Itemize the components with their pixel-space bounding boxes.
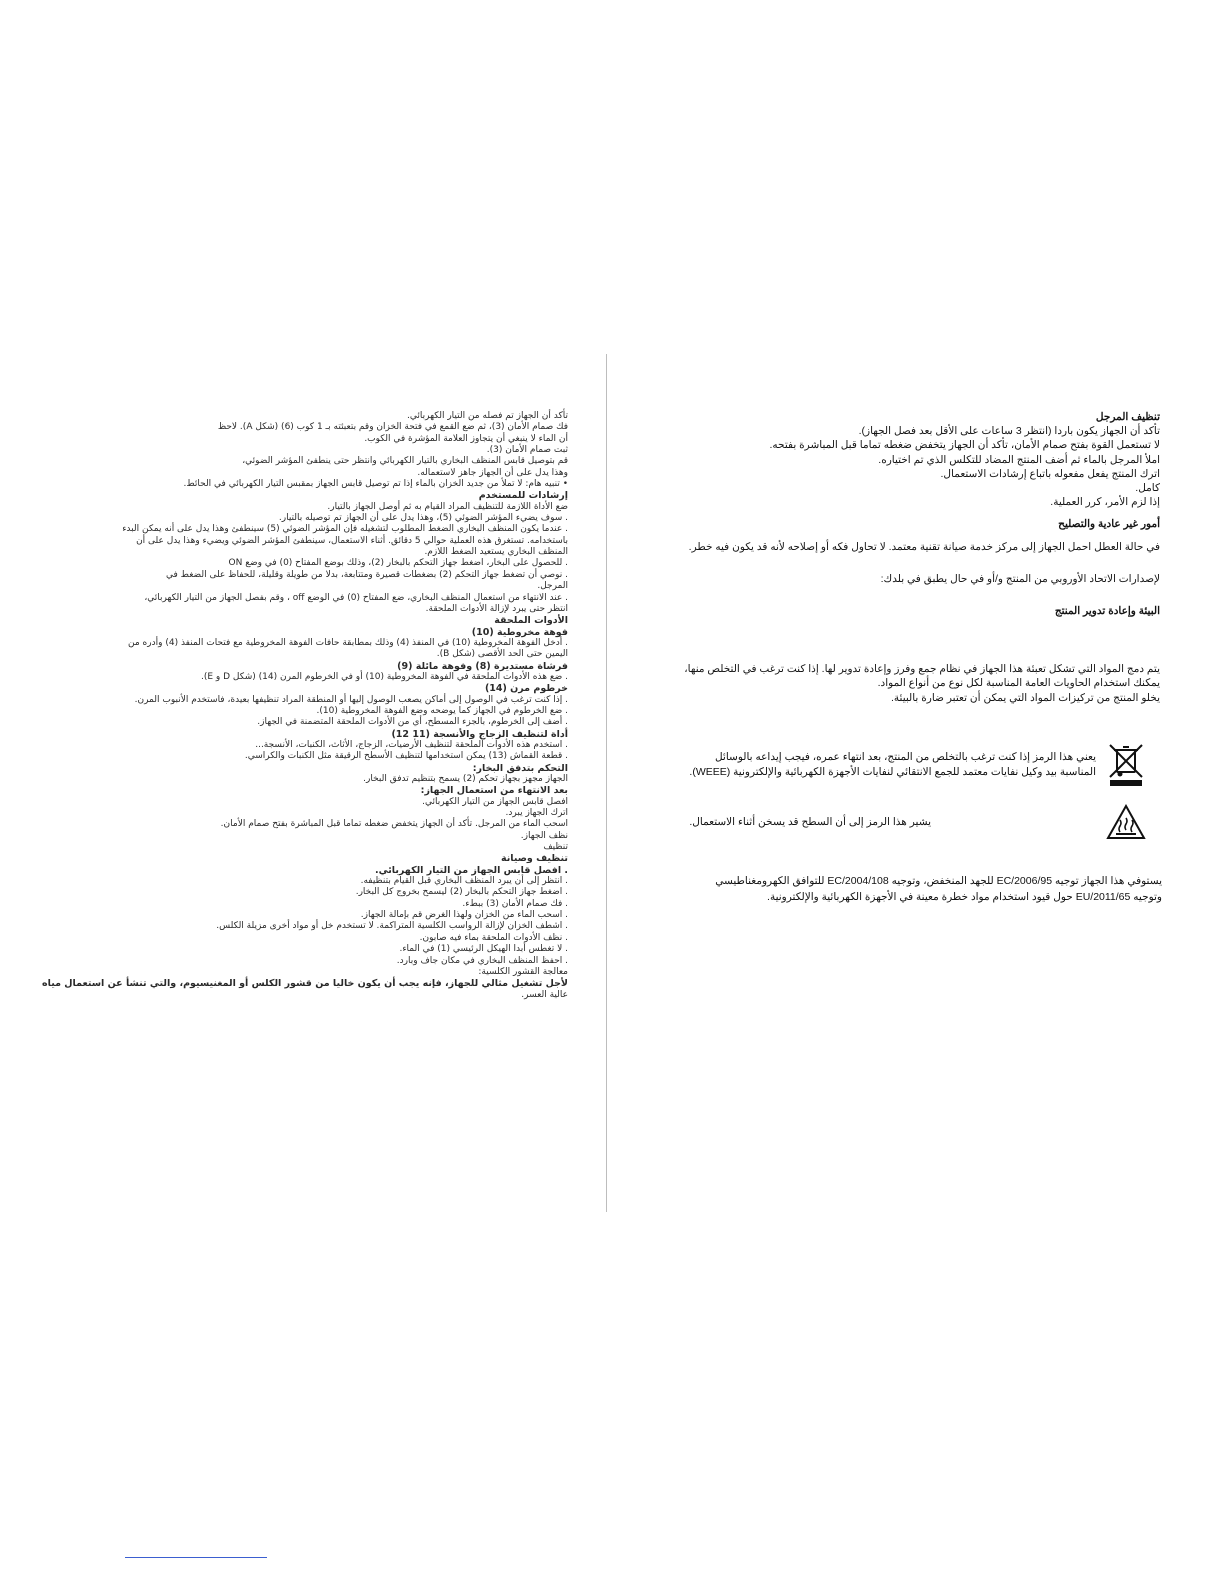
left-text-line: . للحصول على البخار، اضغط جهاز التحكم بالبخار (2)، وذلك بوضع المفتاح (0) في وضع ON: [228, 558, 568, 569]
spacer: [620, 509, 1160, 517]
left-text-line: . استخدم هذه الأدوات الملحقة لتنظيف الأرضيات، الزجاج، الأثاث، الكنبات، الأنسجة...: [255, 739, 568, 750]
left-text-line: فك صمام الأمان (3)، ثم ضع القمع في فتحة الخزان وقم بتعبئته بـ 1 كوب (6) (شكل A). لاحظ: [217, 422, 568, 433]
left-text-line: . أدخل الفوهة المخروطية (10) في المنفذ (4) وذلك بمطابقة حافات الفوهة المخروطية مع فتحات المنفذ (4) وأدره من: [128, 637, 568, 648]
left-text-line: أن الماء لا ينبغي أن يتجاوز العلامة المؤشرة في الكوب.: [364, 433, 568, 444]
left-section-heading: لأجل تشغيل مثالي للجهاز، فإنه يجب أن يكون خاليا من قشور الكلس أو المغنيسيوم، والتي تنشأ عن استعمال مياه: [42, 978, 568, 990]
left-text-line: . انتظر إلى أن يبرد المنظف البخاري قبل القيام بتنظيفه.: [360, 876, 568, 887]
left-section-heading: أداة لتنظيف الزجاج والأنسجة (11 12): [391, 728, 568, 740]
recycle-line: يتم دمج المواد التي تشكل تعبئة هذا الجهاز في نظام جمع وفرز وإعادة تدوير لها. إذا كنت ترغب في التخلص منها،: [684, 663, 1160, 676]
left-text-line: . ضع الخرطوم في الجهاز كما يوضحه وضع الفوهة المخروطية (10).: [316, 705, 568, 716]
left-text-line: . اضغط جهاز التحكم بالبخار (2) ليسمح بخروج كل البخار.: [355, 887, 568, 898]
eu-versions-line: لإصدارات الاتحاد الأوروبي من المنتج و/أو في حال يطبق في بلدك:: [880, 572, 1160, 585]
left-text-line: انتظر حتى يبرد لإزالة الأدوات الملحقة.: [425, 603, 568, 614]
column-divider: [606, 354, 607, 1212]
left-text-line: المنظف البخاري يستعيد الضغط اللازم.: [424, 547, 568, 558]
section-title-boiler-cleaning: تنظيف المرجل: [1095, 411, 1160, 423]
hot-surface-text: [689, 815, 931, 830]
left-text-line: الجهاز مجهز بجهاز تحكم (2) يسمح بتنظيم تدفق البخار.: [363, 774, 568, 784]
left-section-heading: . افصل قابس الجهاز من التيار الكهربائي.: [374, 864, 568, 876]
faults-line: في حالة العطل احمل الجهاز إلى مركز خدمة صيانة تقنية معتمد. لا تحاول فكه أو إصلاحه لأنه قد يكون فيه خطر.: [688, 540, 1160, 553]
left-text-line: تأكد أن الجهاز تم فصله من التيار الكهربائي.: [407, 411, 568, 421]
left-text-line: . اشطف الخزان لإزالة الرواسب الكلسية المتراكمة. لا تستخدم خل أو مواد أخرى مزيلة الكلس.: [216, 921, 568, 932]
spacer: [620, 554, 1160, 572]
left-section-heading: إرشادات للمستخدم: [478, 490, 568, 502]
left-text-line: اسحب الماء من المرجل. تأكد أن الجهاز يتخفض ضغطه تماما قبل المباشرة بفتح صمام الأمان.: [220, 819, 568, 830]
left-text-line: معالجة القشور الكلسية:: [478, 966, 568, 977]
left-column: [42, 411, 568, 1001]
boiler-cleaning-line: املأ المرجل بالماء ثم أضف المنتج المضاد للتكلس الذي تم اختياره.: [878, 453, 1160, 466]
compliance-line: وتوجيه EU/2011/65 حول قيود استخدام مواد خطرة معينة في الأجهزة الكهربائية والإلكترونية.: [767, 891, 1162, 903]
left-section-heading: تنظيف وصيانة: [500, 853, 568, 865]
boiler-cleaning-line: لا تستعمل القوة بفتح صمام الأمان، تأكد أن الجهاز يتخفض ضغطه تماما قبل المباشرة بفتحه.: [769, 439, 1160, 452]
left-text-line: . عندما يكون المنظف البخاري الضغط المطلوب لتشغيله فإن المؤشر الضوئي (5) سينطفئ وهذا يدل على أنه يمكن البدء: [122, 524, 568, 535]
left-section-heading: التحكم بتدفق البخار:: [472, 762, 568, 774]
left-text-line: افصل قابس الجهاز من التيار الكهربائي.: [422, 796, 568, 807]
boiler-cleaning-line: إذا لزم الأمر، كرر العملية.: [1050, 496, 1160, 509]
left-text-line: . احفظ المنظف البخاري في مكان جاف وبارد.: [396, 955, 568, 966]
left-text-line: • تنبيه هام: لا تملأ من جديد الخزان بالماء إذا تم توصيل قابس الجهاز بمقبس التيار الكهربائي في الحائط.: [183, 479, 568, 490]
left-text-line: . إذا كنت ترغب في الوصول إلى أماكن يصعب الوصول إليها أو المنطقة المراد تنظيفها بعيدة، فاستخدم الأنبوب المرن.: [134, 694, 568, 705]
boiler-cleaning-line: اترك المنتج يفعل مفعوله باتباع إرشادات الاستعمال.: [940, 467, 1160, 480]
spacer: [620, 586, 1160, 604]
boiler-cleaning-line: تأكد أن الجهاز يكون باردا (انتظر 3 ساعات على الأقل بعد فصل الجهاز).: [858, 425, 1160, 438]
weee-line: يعني هذا الرمز إذا كنت ترغب بالتخلص من المنتج، بعد انتهاء عمره، فيجب إيداعه بالوسائل: [714, 751, 1096, 763]
left-text-line: ثبت صمام الأمان (3).: [486, 445, 568, 456]
left-text-line: . اسحب الماء من الخزان ولهذا الغرض قم بإمالة الجهاز.: [360, 910, 568, 921]
recycle-line: يخلو المنتج من تركيزات المواد التي يمكن أن تعتبر ضارة بالبيئة.: [890, 691, 1160, 704]
recycle-line: يمكنك استخدام الحاويات العامة المناسبة لكل نوع من أنواع المواد.: [877, 677, 1160, 690]
hot-surface-notice: [689, 804, 1146, 840]
section-title-environment: البيئة وإعادة تدوير المنتج: [1054, 605, 1160, 618]
left-section-heading: فوهة مخروطية (10): [471, 626, 568, 638]
boiler-cleaning-line: كامل.: [1135, 482, 1160, 495]
left-text-line: . قطعة القماش (13) يمكن استخدامها لتنظيف الأسطح الرقيقة مثل الكنبات والكراسي.: [244, 751, 568, 762]
left-section-heading: بعد الانتهاء من استعمال الجهاز:: [420, 785, 568, 797]
section-title-faults: أمور غير عادية والتصليح: [1058, 518, 1160, 531]
hot-surface-line: يشير هذا الرمز إلى أن السطح قد يسخن أثناء الاستعمال.: [689, 815, 931, 828]
left-text-line: . سوف يضيء المؤشر الضوئي (5)، وهذا يدل على أن الجهاز تم توصيله بالتيار.: [278, 513, 568, 524]
left-text-line: اترك الجهاز يبرد.: [505, 808, 568, 819]
compliance-statement: [715, 873, 1162, 905]
crossed-out-wheelie-bin-icon: [1106, 742, 1146, 788]
left-text-line: عالية العسر.: [521, 989, 568, 1000]
left-text-line: ضع الأداة اللازمة للتنظيف المراد القيام به ثم أوصل الجهاز بالتيار.: [327, 501, 568, 512]
left-text-line: وهذا يدل على أن الجهاز جاهز لاستعماله.: [417, 467, 568, 478]
weee-notice: [689, 742, 1146, 788]
left-text-line: نظف الجهاز.: [520, 830, 568, 841]
weee-line: المناسبة بيد وكيل نفايات معتمد للجمع الانتقائي لنفايات الأجهزة الكهربائية والإلكترونية (WEEE).: [689, 766, 1096, 778]
left-text-line: . نوصي أن تضغط جهاز التحكم (2) بضغطات قصيرة ومتتابعة، بدلا من طويلة وقليلة، للحفاظ على الضغط في: [165, 569, 568, 580]
right-column: [620, 410, 1160, 705]
left-text-line: . عند الانتهاء من استعمال المنظف البخاري، ضع المفتاح (0) في الوضع off ، وقم بفصل الجهاز من التيار الكهربائي،: [144, 592, 568, 603]
left-text-line: . أضف إلى الخرطوم، بالجزء المسطح، أي من الأدوات الملحقة المتضمنة في الجهاز.: [257, 717, 568, 728]
hot-surface-warning-icon: [1106, 804, 1146, 840]
left-text-line: اليمين حتى الحد الأقصى (شكل B).: [436, 649, 568, 660]
left-text-line: . نظف الأدوات الملحقة بماء فيه صابون.: [419, 932, 568, 943]
compliance-line: يستوفي هذا الجهاز توجيه EC/2006/95 للجهد المنخفض، وتوجيه EC/2004/108 للتوافق الكهرومغناطيسي: [715, 875, 1162, 887]
spacer: [620, 618, 1160, 662]
left-section-heading: فرشاة مستديرة (8) وفوهة مائلة (9): [397, 660, 568, 672]
left-text-line: تنظيف: [543, 842, 568, 853]
left-text-line: . لا تغطس أبدا الهيكل الرئيسي (1) في الماء.: [399, 944, 568, 955]
left-text-line: . ضع هذه الأدوات الملحقة في الفوهة المخروطية (10) أو في الخرطوم المرن (14) (شكل D و E).: [200, 671, 568, 682]
left-section-heading: الأدوات الملحقة: [494, 615, 568, 627]
weee-text: [689, 750, 1096, 780]
spacer: [620, 532, 1160, 540]
left-text-line: قم بتوصيل قابس المنظف البخاري بالتيار الكهربائي وانتظر حتى ينطفئ المؤشر الضوئي،: [242, 456, 568, 467]
left-text-line: المرجل.: [537, 581, 568, 592]
left-section-heading: خرطوم مرن (14): [484, 683, 568, 695]
left-text-line: باستخدامه. تستغرق هذه العملية حوالي 5 دقائق. أثناء الاستعمال، سينطفئ المؤشر الضوئي ويضيء وهذا يدل على أن: [136, 535, 568, 546]
footer-rule: [125, 1557, 267, 1558]
left-text-line: . فك صمام الأمان (3) ببطء.: [462, 898, 568, 909]
